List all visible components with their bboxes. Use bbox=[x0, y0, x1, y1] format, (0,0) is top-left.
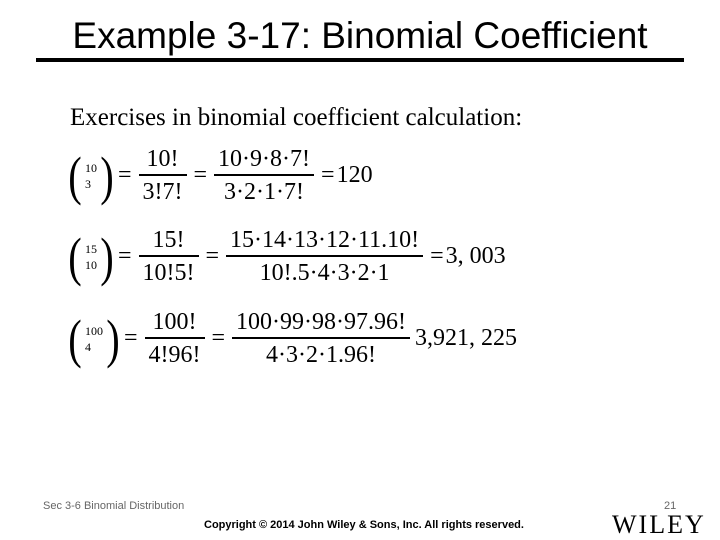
wiley-logo: WILEY bbox=[612, 510, 706, 539]
binomial-symbol: ( 10 3 ) bbox=[68, 145, 114, 206]
fraction-numerator: 15! bbox=[152, 227, 185, 253]
binomial-n: 100 bbox=[84, 323, 103, 338]
page-number: 21 bbox=[664, 500, 677, 512]
binomial-n: 10 bbox=[84, 160, 97, 175]
binomial-k: 4 bbox=[84, 339, 91, 354]
fraction-numerator: 100·99·98·97.96! bbox=[236, 309, 407, 335]
fraction-expanded bbox=[232, 307, 410, 371]
equation-result: 3,921, 225 bbox=[415, 325, 518, 352]
equation-result: 120 bbox=[336, 162, 373, 189]
binomial-symbol: ( 100 4 ) bbox=[68, 308, 120, 369]
binomial-k: 10 bbox=[84, 257, 97, 272]
fraction-factorial bbox=[139, 144, 187, 208]
equation-result: 3, 003 bbox=[445, 243, 506, 270]
fraction-expanded bbox=[226, 225, 423, 289]
fraction-expanded bbox=[214, 144, 314, 208]
fraction-denominator: 10!.5·4·3·2·1 bbox=[259, 259, 390, 286]
equation-2: ( 15 10 ) = $\frac{15!}{10!5!}$ = $\frac{15\cdot 14\cdot 13\cdot 12\cdot 11.10!}{10!.5\cdot 4\cdot 3\cdot 2\cdot 1}$ = 3, 003 bbox=[66, 225, 506, 289]
binomial-k: 3 bbox=[84, 176, 91, 191]
fraction-numerator: 15·14·13·12·11.10! bbox=[230, 227, 420, 253]
binomial-symbol: ( 15 10 ) bbox=[68, 226, 114, 287]
footer-section-label: Sec 3-6 Binomial Distribution bbox=[43, 500, 185, 512]
fraction-denominator: 10!5! bbox=[142, 259, 195, 286]
binomial-n: 15 bbox=[84, 241, 97, 256]
fraction-factorial bbox=[139, 225, 199, 289]
exercise-heading: Exercises in binomial coefficient calculation: bbox=[70, 104, 523, 131]
fraction-factorial bbox=[145, 307, 205, 371]
fraction-denominator: 3!7! bbox=[142, 178, 183, 205]
fraction-denominator: 3·2·1·7! bbox=[224, 178, 305, 205]
fraction-numerator: 10! bbox=[146, 146, 179, 172]
fraction-denominator: 4!96! bbox=[148, 341, 201, 368]
title-underline bbox=[36, 58, 684, 62]
fraction-numerator: 100! bbox=[152, 309, 197, 335]
fraction-denominator: 4·3·2·1.96! bbox=[266, 341, 377, 368]
slide-title: Example 3-17: Binomial Coefficient bbox=[72, 15, 648, 56]
fraction-numerator: 10·9·8·7! bbox=[218, 146, 311, 172]
copyright-notice: Copyright © 2014 John Wiley & Sons, Inc. All rights reserved. bbox=[204, 519, 524, 531]
equation-3: ( 100 4 ) = $\frac{100!}{4!96!}$ = $\frac{100\cdot 99\cdot 98\cdot 97.96!}{4\cdot 3\cdot 2\cdot 1.96!}$ 3,921, 225 bbox=[66, 307, 517, 371]
equation-1: ( 10 3 ) = $\frac{10!}{3!7!}$ = $\frac{10\cdot 9\cdot 8\cdot 7!}{3\cdot 2\cdot 1\cdot 7!}$ = 120 bbox=[66, 144, 373, 208]
